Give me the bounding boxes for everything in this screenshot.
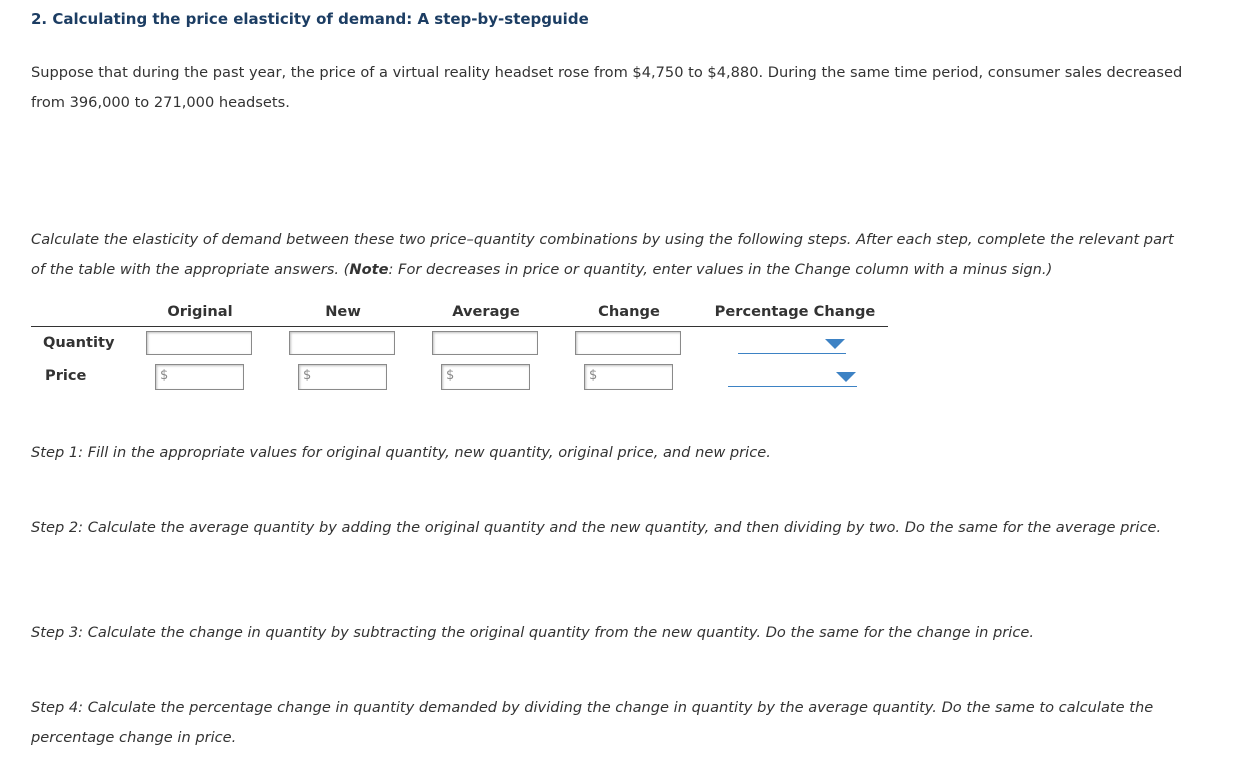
instructions-text-end: : For decreases in price or quantity, enter values in the Change column with a minus sign.) (388, 261, 1053, 278)
quantity-average-input[interactable] (432, 331, 538, 355)
price-new-field (298, 364, 387, 390)
dollar-sign: $ (160, 368, 169, 383)
step-4: Step 4: Calculate the percentage change in quantity demanded by dividing the change in quantity by the average quantity. Do the same to calculate the percentage change in price. (31, 699, 1154, 746)
quantity-percentage-change-dropdown[interactable] (738, 333, 846, 354)
question-title: 2. Calculating the price elasticity of demand: A step-by-stepguide (31, 10, 589, 28)
price-change-field (584, 364, 673, 390)
row-label-quantity: Quantity (43, 334, 115, 351)
header-percentage-change: Percentage Change (714, 303, 876, 320)
note-label: Note (349, 261, 389, 278)
quantity-change-input[interactable] (575, 331, 681, 355)
header-new: New (325, 303, 361, 320)
step-2: Step 2: Calculate the average quantity by adding the original quantity and the new quantity, and then dividing by two. Do the same for the average price. (31, 519, 1162, 536)
header-average: Average (452, 303, 520, 320)
step-1: Step 1: Fill in the appropriate values for original quantity, new quantity, original price, and new price. (31, 444, 771, 461)
question-intro: Suppose that during the past year, the price of a virtual reality headset rose from $4,750 to $4,880. During the same time period, consumer sales decreased from 396,000 to 271,000 headsets. (31, 64, 1183, 111)
header-change: Change (598, 303, 660, 320)
instructions-text-start: Calculate the elasticity of demand between these two price–quantity combinations by using the following steps. After each step, complete the relevant part of the table with the appropriate answers. ( (31, 231, 1174, 278)
dollar-sign: $ (446, 368, 455, 383)
price-average-field (441, 364, 530, 390)
quantity-new-input[interactable] (289, 331, 395, 355)
price-change-input[interactable] (584, 364, 673, 390)
caret-down-icon[interactable] (825, 339, 845, 349)
price-average-input[interactable] (441, 364, 530, 390)
caret-down-icon[interactable] (836, 372, 856, 382)
quantity-original-input[interactable] (146, 331, 252, 355)
dollar-sign: $ (589, 368, 598, 383)
dollar-sign: $ (303, 368, 312, 383)
header-divider (31, 326, 888, 327)
step-3: Step 3: Calculate the change in quantity by subtracting the original quantity from the new quantity. Do the same for the change in price. (31, 624, 1035, 641)
instructions (31, 225, 1191, 285)
header-original: Original (167, 303, 233, 320)
price-original-field (155, 364, 244, 390)
price-percentage-change-dropdown[interactable] (728, 366, 857, 387)
row-label-price: Price (45, 367, 87, 384)
price-original-input[interactable] (155, 364, 244, 390)
price-new-input[interactable] (298, 364, 387, 390)
